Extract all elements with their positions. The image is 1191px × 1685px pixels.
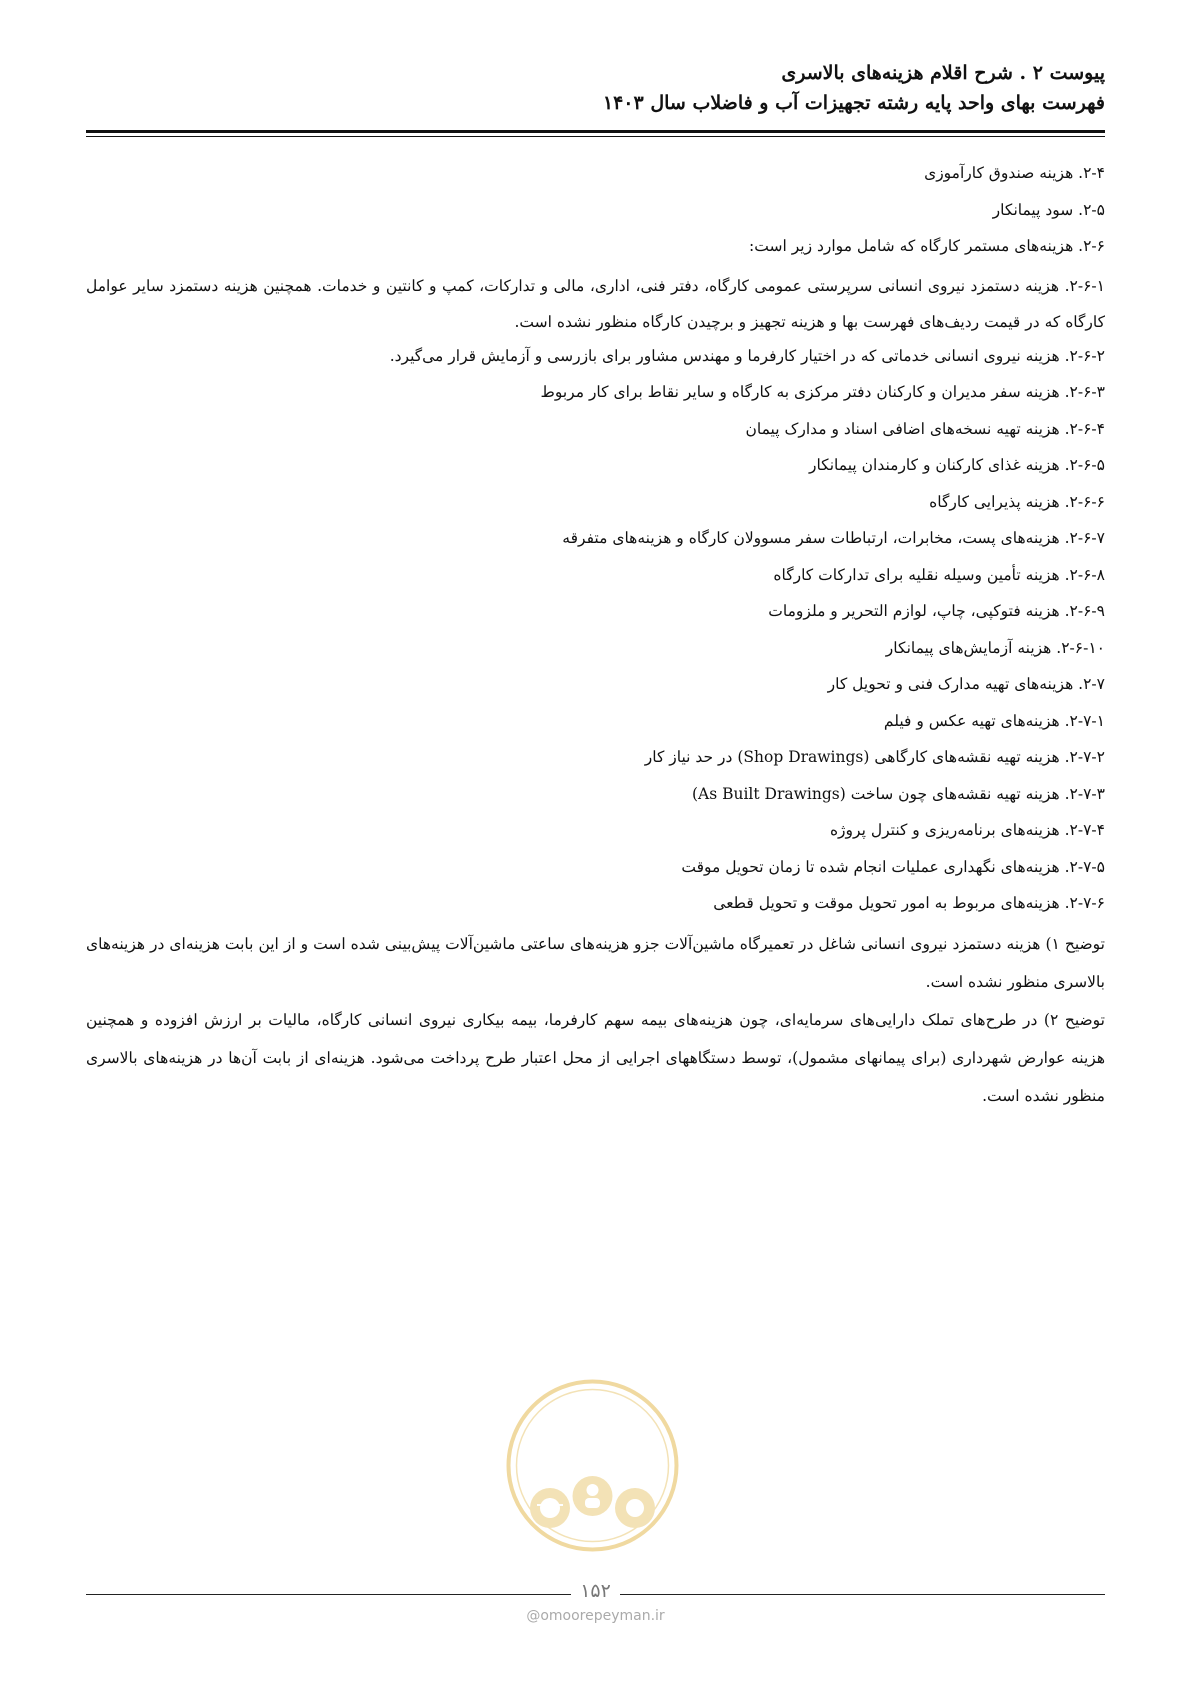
list-item: ۲-۴. هزینه صندوق کارآموزی (924, 164, 1105, 182)
list-item: ۲-۷. هزینه‌های تهیه مدارک فنی و تحویل کار (827, 675, 1105, 693)
header-title: پیوست ۲ . شرح اقلام هزینه‌های بالاسری (781, 62, 1105, 84)
list-item: ۲-۶-۸. هزینه تأمین وسیله نقلیه برای تدارکات کارگاه (773, 565, 1105, 584)
list-item: ۲-۷-۲. هزینه تهیه نقشه‌های کارگاهی (Shop Drawings) در حد نیاز کار (644, 748, 1105, 766)
header-rule-thick (86, 130, 1105, 133)
people-icon (573, 1476, 613, 1516)
list-item: ۲-۷-۳. هزینه تهیه نقشه‌های چون ساخت (As Built Drawings) (691, 784, 1105, 803)
paragraph-2-6-1: ۲-۶-۱. هزینه دستمزد نیروی انسانی سرپرستی عمومی کارگاه، دفتر فنی، اداری، مالی و تدارکات، کمپ و کانتین و خدمات. همچنین هزینه دستمزد سایر عوامل کارگاه که در قیمت ردیف‌های فهرست بها و هزینه تجهیز و برچیدن کارگاه منظور نشده است. (86, 276, 1105, 331)
header-rule-thin (86, 136, 1105, 137)
footer-rule-left (86, 1594, 571, 1595)
list-item: ۲-۵. سود پیمانکار (992, 200, 1105, 219)
list-item: ۲-۶-۱۰. هزینه آزمایش‌های پیمانکار (885, 638, 1105, 657)
list-item: ۲-۷-۱. هزینه‌های تهیه عکس و فیلم (883, 711, 1105, 730)
page-header (86, 58, 1105, 118)
page-content (86, 158, 1105, 1115)
list-item: ۲-۶-۷. هزینه‌های پست، مخابرات، ارتباطات سفر مسوولان کارگاه و هزینه‌های متفرقه (562, 529, 1105, 547)
list-item: ۲-۶. هزینه‌های مستمر کارگاه که شامل موارد زیر است: (749, 237, 1105, 255)
footer-rule-right (620, 1594, 1105, 1595)
list-item: ۲-۷-۵. هزینه‌های نگهداری عملیات انجام شده تا زمان تحویل موقت (681, 857, 1105, 876)
list-item: ۲-۶-۳. هزینه سفر مدیران و کارکنان دفتر مرکزی به کارگاه و سایر نقاط برای کار مربوط (540, 383, 1105, 401)
list-item: ۲-۶-۹. هزینه فتوکپی، چاپ، لوازم التحریر و ملزومات (768, 602, 1105, 620)
list-item: ۲-۷-۶. هزینه‌های مربوط به امور تحویل موقت و تحویل قطعی (713, 894, 1105, 912)
list-item: ۲-۶-۴. هزینه تهیه نسخه‌های اضافی اسناد و مدارک پیمان (745, 419, 1105, 438)
list-item: ۲-۶-۲. هزینه نیروی انسانی خدماتی که در اختیار کارفرما و مهندس مشاور برای بازرسی و آزمایش قرار می‌گیرد. (389, 346, 1105, 365)
watermark-logo (505, 1378, 680, 1553)
website-link[interactable]: @omoorepeyman.ir (526, 1608, 665, 1624)
list-item: ۲-۶-۶. هزینه پذیرایی کارگاه (929, 492, 1105, 511)
list-item: ۲-۷-۴. هزینه‌های برنامه‌ریزی و کنترل پروژه (829, 821, 1105, 839)
note-1: توضیح ۱) هزینه دستمزد نیروی انسانی شاغل در تعمیرگاه ماشین‌آلات جزو هزینه‌های ساعتی ماشین‌آلات پیش‌بینی شده است و از این بابت هزینه‌ای در هزینه‌های بالاسری منظور نشده است. (86, 934, 1105, 991)
list-item: ۲-۶-۵. هزینه غذای کارکنان و کارمندان پیمانکار (808, 456, 1105, 474)
hand-icon (615, 1488, 655, 1528)
watermark-seal (505, 1378, 680, 1553)
header-subtitle: فهرست بهای واحد پایه رشته تجهیزات آب و فاضلاب سال ۱۴۰۳ (602, 92, 1105, 114)
page-number: ۱۵۲ (580, 1580, 611, 1602)
note-2: توضیح ۲) در طرح‌های تملک دارایی‌های سرمایه‌ای، چون هزینه‌های بیمه سهم کارفرما، بیمه بیکاری نیروی انسانی کارگاه، مالیات بر ارزش افزوده و همچنین هزینه عوارض شهرداری (برای پیمانهای مشمول)، توسط دستگاههای اجرایی از محل اعتبار طرح پرداخت می‌شود. هزینه‌ای از بابت آن‌ها در هزینه‌های بالاسری منظور نشده است. (86, 1010, 1105, 1105)
